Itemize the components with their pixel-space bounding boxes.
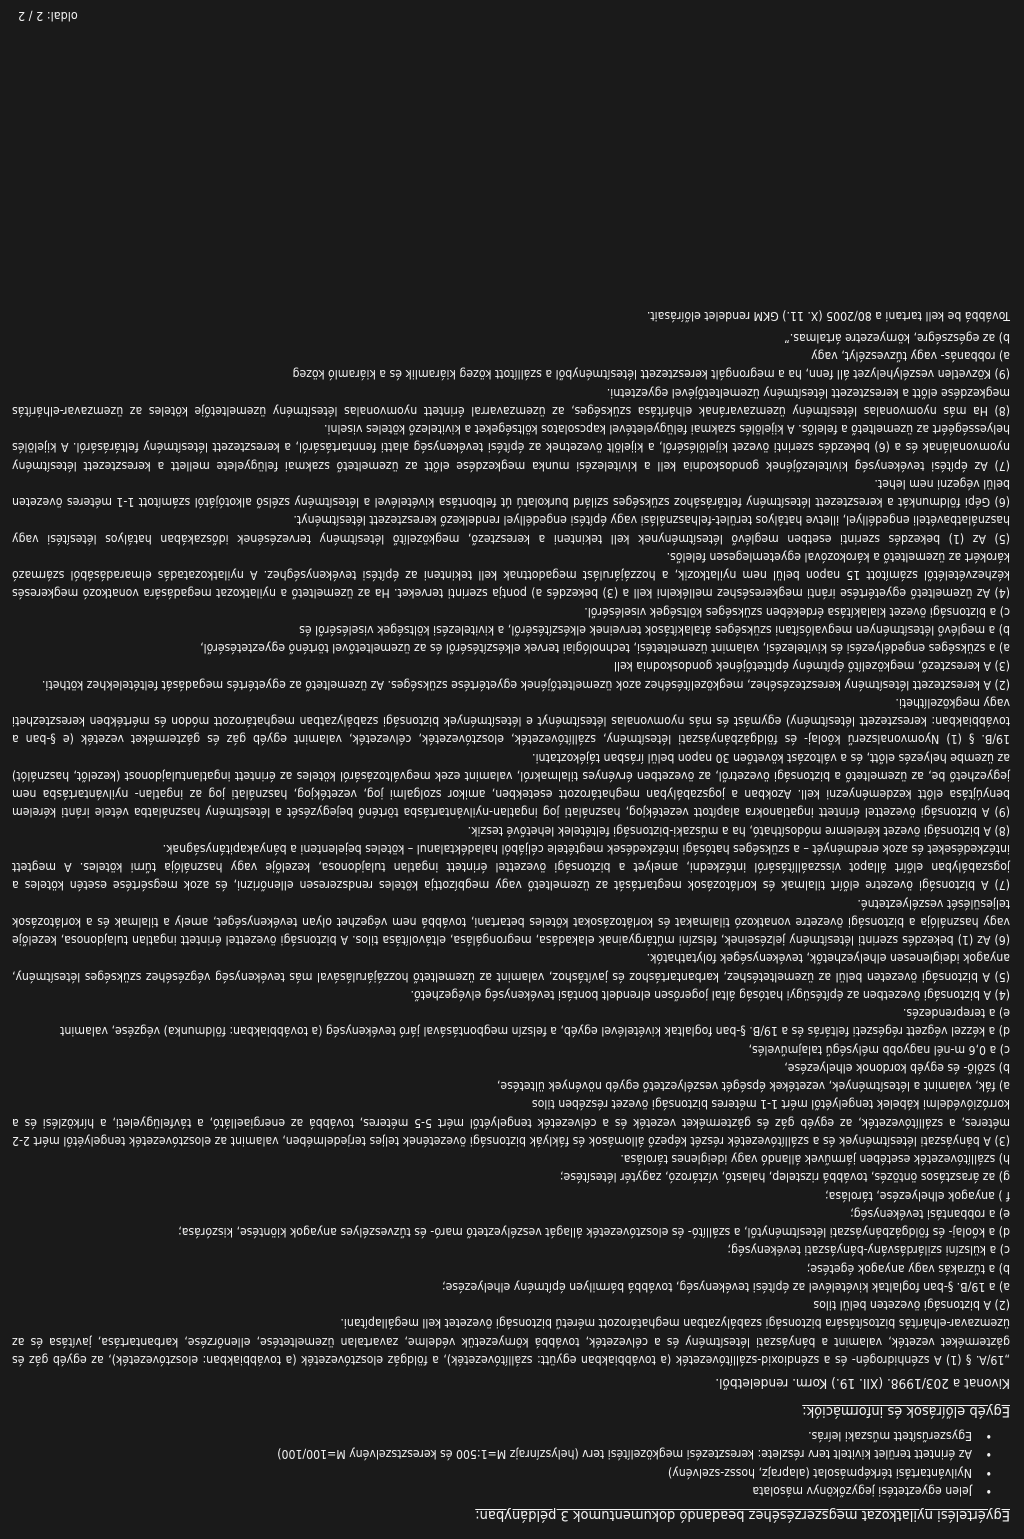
list-item: • Egyszerűsített műszaki leírás. xyxy=(12,1427,972,1445)
paragraph: a) fák, valamint a létesítmények, vezetékek épségét veszélyeztető egyéb növények ültetése, xyxy=(496,1079,1010,1094)
paragraph: b) szőlő- és egyéb kordonok elhelyezése, xyxy=(784,1061,1010,1075)
paragraph: 19/B. § (1) Nyomvonalszerű kőolaj- és földgázbányászati létesítmény, szállítóvezeték, elosztóvezeték, célvezeték, valamint egyéb gáz és gázterméket vezeték (e §-ban a továbbiakban: keresztezett létesítmény) egymást és más nyomvonalas létesítményt e létesítmények biztonsági szabályzatban meghatározott módon és mértékben keresztezheti vagy megközelítheti. xyxy=(12,696,1010,747)
decree-extract-title: Kivonat a 203/1998. (XII. 19.) Korm. rendeletből. xyxy=(715,1375,1010,1391)
paragraph: (2) A keresztezett létesítmény keresztezéséhez, megközelítéséhez azok üzemeltetőjének egyetértése szükséges. Az üzemeltető az egyetértés megadását feltételekhez kötheti. xyxy=(41,677,1010,692)
paragraph: a) a 19/B. §-ban foglaltak kivételével az építési tevékenység, továbbá bármilyen építmény elhelyezése; xyxy=(441,1280,1010,1294)
paragraph: d) a kézzel végzett régészeti feltárás és a 19/B. §-ban foglaltak kivételével egyéb, a felszín megbontásával járó tevékenység (a továbbiakban: földmunka) végzése, valamint xyxy=(60,1024,1010,1039)
documents-list xyxy=(12,1427,1010,1500)
paragraph: (9) A biztonsági övezettel érintett ingatlanokra alapított vezetékjog, használati jog ingatlan-nyilvántartásba történő bejegyzését a létesítmény használatba vétele iránti kérelem benyújtása előtt kezdeményezni kell. Azokban a jogszabályban meghatározott esetekben, amikor szolgalmi jog, vezetékjog, használati jog az ingatlan- nyilvántartásba nem jegyezhető be, az üzemeltető a biztonsági övezetről, az övezetben érvényes tilalmakról, valamint ezek megváltozásáról köteles az érintett ingatlantulajdonost (kezelőt, használót) az üzembe helyezés előtt, és a változást követően 30 napon belül írásban tájékoztatni. xyxy=(12,750,1010,820)
paragraph: b) az egészségre, környezetre ártalmas.” xyxy=(784,331,1010,345)
list-item: • Jelen egyeztetési jegyzőkönyv másolata xyxy=(12,1482,972,1500)
paragraph: (6) Gépi földmunkát a keresztezett létesítmény feltárásához szükséges szilárd burkolatú út felbontása kivételével a létesítmény szélső alkotójától számított 1-1 méteres övezeten belül végezni nem lehet. xyxy=(12,477,1010,510)
paragraph: b) a tűzrakás vagy anyagok égetése; xyxy=(806,1261,1010,1276)
paragraph: (9) Közvetlen veszélyhelyzet áll fenn, ha a megrongált keresztezett létesítményből a szállított közeg kiáramlik és a kiáramló közeg xyxy=(292,367,1010,382)
closing-note: Továbbá be kell tartani a 80/2005 (X. 11.) GKM rendelet előírásait. xyxy=(646,308,1010,323)
list-item: • Az érintett terület kivitelt terv részlete: keresztezési megközelítési terv (helyszínrajz M=1:500 és keresztszelvény M=100/100) xyxy=(12,1445,972,1463)
paragraph: h) szállítóvezeték esetében járművek állandó vagy ideiglenes tárolása. xyxy=(620,1152,1010,1167)
paragraph: (5) A biztonsági övezeten belül az üzemeltetéshez, karbantartáshoz és javításhoz, valamint az üzemeltető hozzájárulásával más tevékenység végzéséhez szükséges létesítmény, anyagok ideiglenesen elhelyezhetők, tevékenységek folytathatók. xyxy=(12,951,1010,984)
paragraph: e) a robbantási tevékenység; xyxy=(849,1207,1010,1221)
paragraph: c) a 0,6 m-nél nagyobb mélységű talajművelés, xyxy=(748,1042,1010,1057)
paragraph: (3) A keresztező, megközelítő építmény építtetőjének gondoskodnia kell xyxy=(613,659,1010,674)
section-heading-other-rules: Egyéb előírások és információk: xyxy=(802,1403,1010,1419)
paragraph: „19/A. § (1) A szénhidrogén- és a széndioxid-szállítóvezeték (a továbbiakban együtt: szállítóvezeték), a földgáz elosztóvezeték (a továbbiakban: elosztóvezeték), az egyéb gáz és gázterméket vezeték, valamint a bányászati létesítmény és a célvezeték, továbbá környezetük védelme, zavartalan üzemeltetése, ellenőrzése, karbantartása, javítása és az üzemzavar-elhárítás biztosítására biztonsági szabályzatban meghatározott méretű biztonsági övezetet kell megállapítani. xyxy=(12,1316,1010,1367)
paragraph: (8) Ha más nyomvonalas létesítmény üzemzavarának elhárítása szükséges, az üzemzavarral érintett nyomvonalas létesítmény üzemeltetője köteles az üzemzavar-elhárítás megkezdése előtt a keresztezett létesítmény üzemeltetőjével egyeztetni. xyxy=(12,385,1010,418)
paragraph: (8) A biztonsági övezet kérelemre módosítható, ha a műszaki-biztonsági feltételek lehetővé teszik. xyxy=(467,823,1010,838)
paragraph: g) az árasztásos öntözés, továbbá rizstelep, halastó, víztározó, zagytér létesítése; xyxy=(559,1170,1010,1185)
paragraph: e) a tereprendezés. xyxy=(902,1006,1010,1021)
page-body xyxy=(12,307,1010,1532)
paragraph: (6) Az (1) bekezdés szerinti létesítmény jelzéseinek, felszíni műtárgyainak elakadása, megrongálása, eltávolítása tilos. A biztonsági övezettel érintett ingatlan tulajdonosa, kezelője vagy használója a biztonsági övezetre vonatkozó tilalmakat és korlátozásokat köteles betartani, továbbá nem végezhet olyan tevékenységet, amely a tilalmak és a korlátozások teljesülését veszélyeztetné. xyxy=(12,896,1010,948)
paragraph: d) a kőolaj- és földgázbányászati létesítménytől, a szállító- és elosztóvezeték állagát veszélyeztető maró- és tűzveszélyes anyagok kiöntése, kiszórása; xyxy=(178,1225,1010,1240)
paragraph: (7) Az építési tevékenység kivitelezőjének gondoskodnia kell a kivitelezési munka megkezdése előtt az üzemeltető szakmai felügyelete mellett a keresztezett létesítmény nyomvonalának és a (6) bekezdés szerinti övezet kijelöléséről, a kijelölt övezetnek az építési tevékenység alatti fenntartásáról, a keresztezett létesítmény feltárásáról. A kijelölés helyességéért az üzemeltető a felelős. A kijelölés szakmai felügyeletével kapcsolatos költségeket a kivitelező köteles viselni. xyxy=(12,422,1010,473)
paragraph: (2) A biztonsági övezeten belül tilos xyxy=(813,1298,1010,1313)
paragraph: b) a meglévő létesítményen megvalósítani szükséges átalakítások terveinek elkészítéséről, a kivitelezési költségek viseléséről és xyxy=(299,623,1010,637)
paragraph: (4) Az üzemeltető egyetértése iránti megkereséshez mellékelni kell a (3) bekezdés a) pontja szerinti terveket. Ha az üzemeltető a nyilatkozat megadására vonatkozó megkeresés kézhezvételétől számított 15 napon belül nem nyilatkozik, a hozzájárulást megadottnak kell tekinteni az építési tevékenységhez. A nyilatkozatadás elmaradásából származó károkért az üzemeltető a károkozóval egyetemlegesen felelős. xyxy=(12,550,1010,601)
paragraph: c) a külszíni szilárdásvány-bányászati tevékenység; xyxy=(727,1243,1010,1258)
paragraph: (4) A biztonsági övezetben az építésügyi hatóság által jogerősen elrendelt bontási tevékenység elvégezhető. xyxy=(410,988,1010,1002)
paragraph: (7) A biztonsági övezetre előírt tilalmak és korlátozások megtartását az üzemeltető vagy megbízottja köteles rendszeresen ellenőrizni, és azok megsértése esetén köteles a jogszabályban előírt állapot visszaállításáról intézkedni, amelyet a biztonsági övezettel érintett ingatlan tulajdonosa, kezelője vagy használója tűrni köteles. A megtett intézkedéseket és azok eredményét – a szükséges hatósági intézkedések megtétele céljából haladéktalanul – köteles bejelenteni a bányakapitányságnak. xyxy=(12,842,1010,893)
paragraph: c) a biztonsági övezet kialakítása érdekében szükséges költségek viseléséről. xyxy=(584,604,1010,619)
section-heading-documents: Egyértelési nyilatkozat megszerzéséhez beadandó dokumentumok 3 példányban: xyxy=(475,1507,1010,1523)
list-item: • Nyilvántartási térképmásolat (alaprajz, hossz-szelvény) xyxy=(12,1464,972,1482)
page-number: oldal: 2 / 2 xyxy=(18,9,78,24)
decree-text xyxy=(12,329,1010,1369)
paragraph: (3) A bányászati létesítmények és a szállítóvezeték részét képező állomások és fáklyák biztonsági övezetének teljes terjedelmében, valamint az elosztóvezeték tengelyétől mért 2-2 méteres, a szállítóvezeték, az egyéb gáz és gázterméket vezeték és a célvezeték tengelyétől mért 5-5 méteres, továbbá az energiaellátó, a távfelügyeleti, a hírközlési és a korrózióvédelmi kábelek tengelyétől mért 1-1 méteres biztonsági övezet részében tilos xyxy=(12,1097,1010,1148)
paragraph: a) robbanás- vagy tűzveszélyt, vagy xyxy=(811,349,1010,364)
paragraph: a) a szükséges engedélyezési és kivitelezési, valamint üzemeltetési, technológiai tervek elkészítéséről és az üzemeltetővel történő egyeztetéséről, xyxy=(200,641,1010,656)
paragraph: f ) anyagok elhelyezése, tárolása; xyxy=(824,1188,1010,1203)
paragraph: (5) Az (1) bekezdés szerinti esetben meglévő létesítménynek kell tekinteni a keresztező, megközelítő létesítmény tervezésének időszakában hatályos létesítési vagy használatbavételi engedéllyel, illetve hatályos terület-felhasználási vagy építési engedéllyel rendelkező keresztezett létesítményt. xyxy=(12,513,1010,546)
